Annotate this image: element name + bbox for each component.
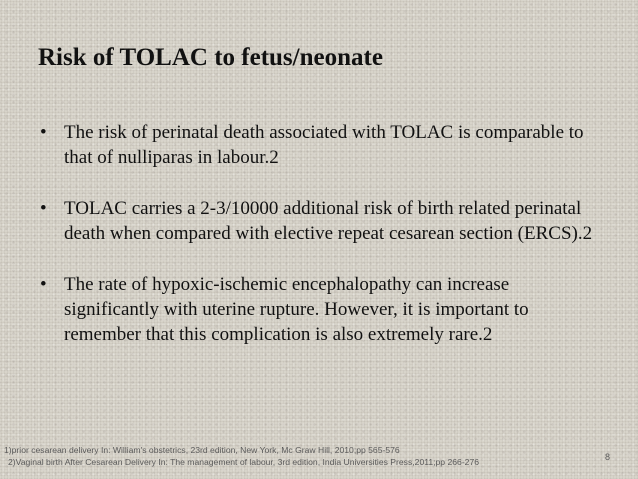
bullet-list [40, 120, 600, 373]
bullet-text: TOLAC carries a 2-3/10000 additional risk of birth related perinatal death when compared with elective repeat cesarean section (ERCS).2 [64, 198, 593, 244]
bullet-item [40, 120, 600, 170]
slide-title: Risk of TOLAC to fetus/neonate [38, 44, 383, 71]
page-number: 8 [604, 452, 610, 462]
bullet-marker: • [40, 274, 47, 295]
bullet-item [40, 196, 600, 246]
bullet-item [40, 272, 600, 347]
bullet-marker: • [40, 198, 47, 219]
references [4, 444, 479, 468]
bullet-marker: • [40, 122, 47, 143]
reference-1: 1)prior cesarean delivery In: William's obstetrics, 23rd edition, New York, Mc Graw Hill, 2010;pp 565-576 [4, 445, 400, 455]
reference-2: 2)Vaginal birth After Cesarean Delivery In: The management of labour, 3rd edition, India Universities Press,2011;pp 266-276 [8, 457, 480, 467]
bullet-text: The risk of perinatal death associated with TOLAC is comparable to that of nulliparas in labour.2 [64, 122, 584, 168]
bullet-text: The rate of hypoxic-ischemic encephalopathy can increase significantly with uterine rupture. However, it is important to remember that this complication is also extremely rare.2 [64, 274, 529, 345]
